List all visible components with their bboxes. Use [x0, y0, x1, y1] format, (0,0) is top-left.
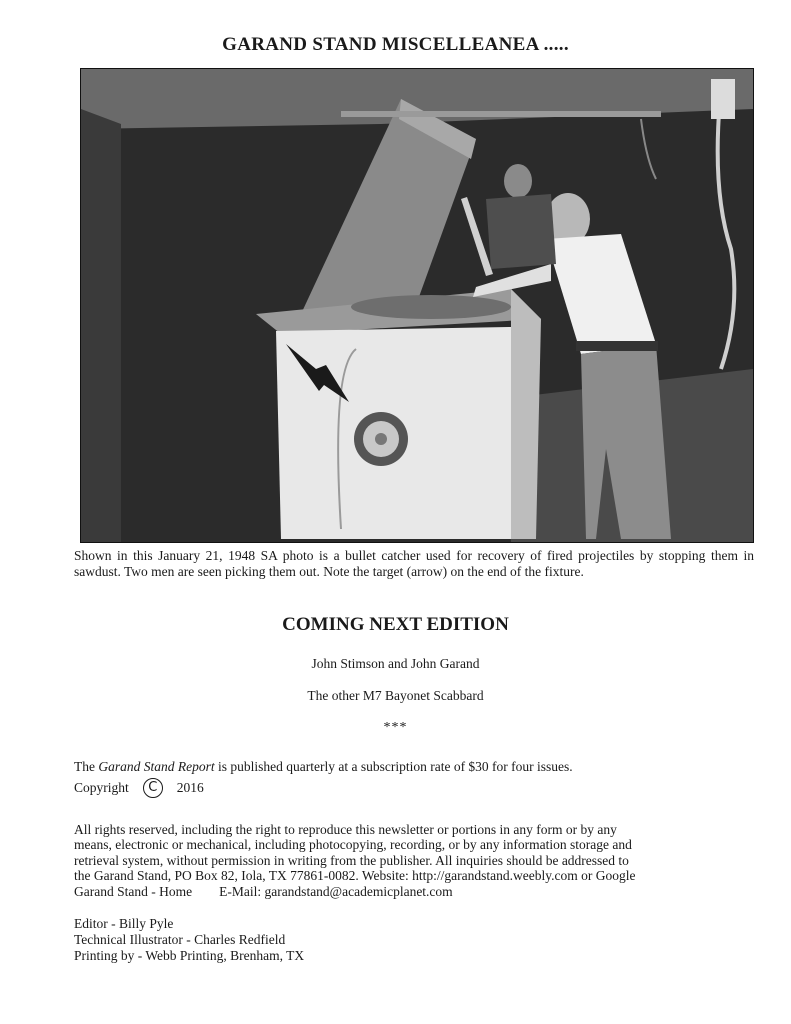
section-separator: ***: [383, 720, 408, 735]
copyright-year: 2016: [176, 780, 204, 795]
rights-line: All rights reserved, including the right to reproduce this newsletter or portions in any form or by any: [74, 822, 617, 837]
rights-line: retrieval system, without permission in writing from the publisher. All inquiries should be addressed to: [74, 852, 629, 868]
copyright-label: Copyright: [74, 780, 129, 795]
copyright-line: [74, 778, 204, 798]
rights-line: Garand Stand - Home E-Mail: garandstand@academicplanet.com: [74, 883, 453, 899]
publication-suffix: is published quarterly at a subscription rate of $30 for four issues.: [214, 759, 573, 774]
coming-next-heading: COMING NEXT EDITION: [282, 614, 509, 635]
publication-name: Garand Stand Report: [98, 759, 215, 774]
rights-notice: [74, 822, 754, 899]
illustrator-credit: Technical Illustrator - Charles Redfield: [74, 932, 286, 947]
publication-notice: [74, 759, 754, 775]
editor-credit: Editor - Billy Pyle: [74, 916, 174, 931]
historic-photo: [80, 68, 754, 543]
rights-line: means, electronic or mechanical, including photocopying, recording, or by any information storage and: [74, 837, 632, 853]
copyright-icon: C: [143, 778, 163, 798]
rights-line: the Garand Stand, PO Box 82, Iola, TX 77861-0082. Website: http://garandstand.weebly.com or Google: [74, 868, 636, 884]
next-edition-item: John Stimson and John Garand: [311, 656, 480, 671]
printing-credit: Printing by - Webb Printing, Brenham, TX: [74, 948, 305, 963]
page-title: GARAND STAND MISCELLEANEA .....: [222, 34, 569, 55]
credits: [74, 916, 304, 964]
bullet-catcher-photo: [81, 69, 753, 542]
next-edition-item: The other M7 Bayonet Scabbard: [307, 688, 484, 703]
photo-caption: Shown in this January 21, 1948 SA photo is a bullet catcher used for recovery of fired projectiles by stopping them in sawdust. Two men are seen picking them out. Note the target (arrow) on the end of the fixture.: [74, 548, 754, 579]
publication-prefix: The: [74, 759, 99, 774]
